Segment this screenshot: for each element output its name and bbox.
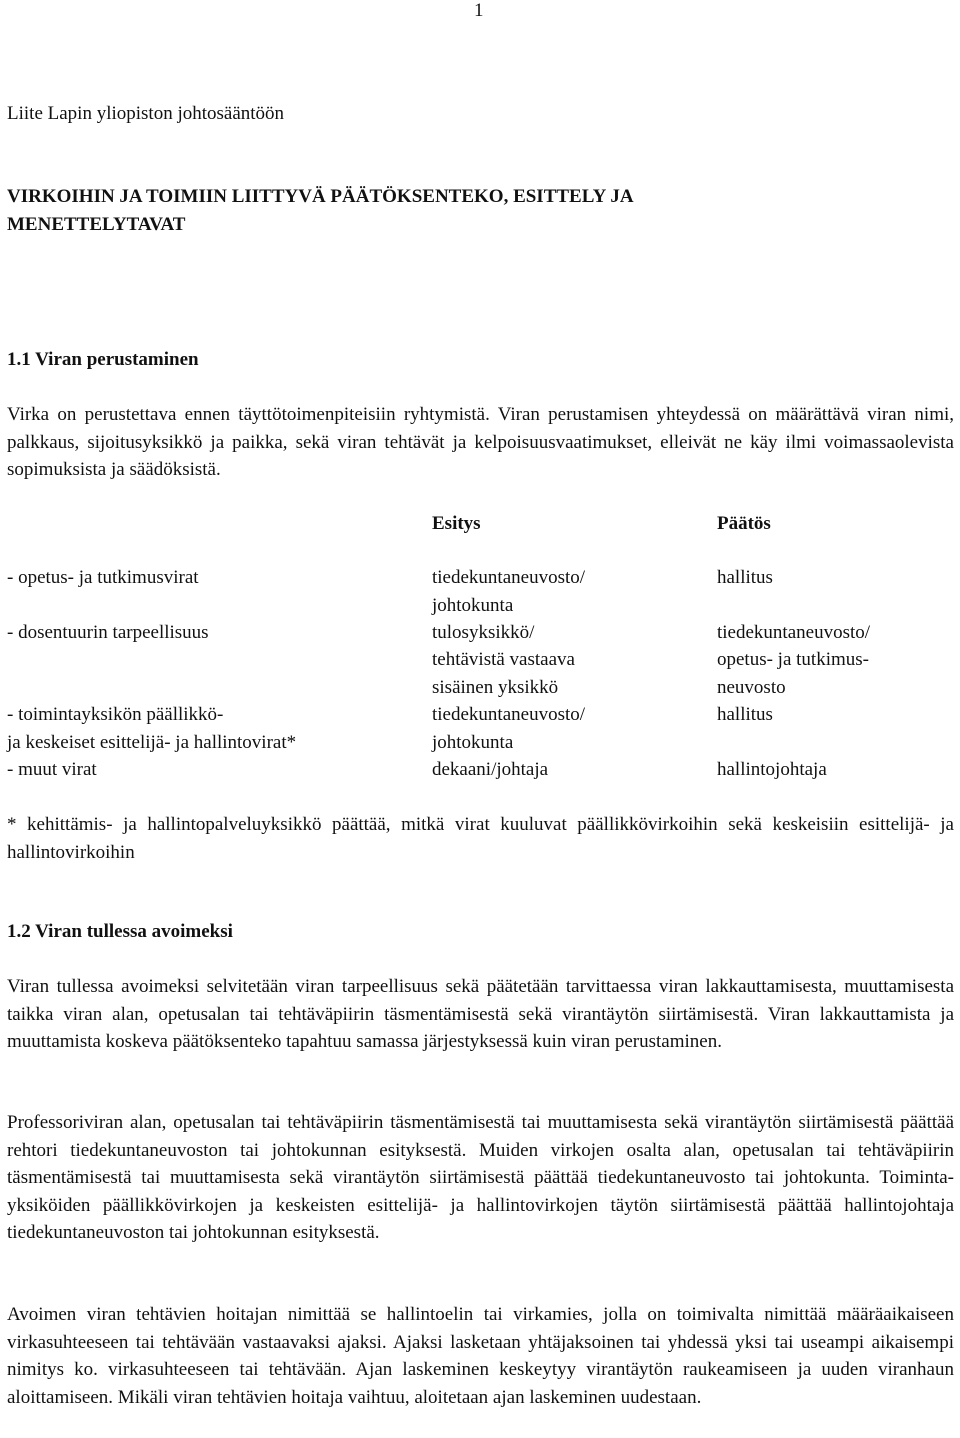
- table-cell-item: - opetus- ja tutkimusvirat: [7, 567, 199, 588]
- footnote: * kehittämis- ja hallintopalveluyksikkö päättää, mitkä virat kuuluvat päällikkövirkoihin sekä keskeisiin esittelijä- ja hallintovirkoihin: [7, 814, 954, 863]
- table-cell-paatos: neuvosto: [717, 677, 786, 698]
- title-line: VIRKOIHIN JA TOIMIIN LIITTYVÄ PÄÄTÖKSENTEKO, ESITTELY JA: [7, 186, 634, 207]
- document-title: [7, 183, 887, 238]
- paragraph: Viran tullessa avoimeksi selvitetään viran tarpeellisuus sekä päätetään tarvittaessa viran lakkauttamisesta, muuttamisesta taikka viran alan, opetusalan tai tehtäväpiirin täsmentämisestä sekä virantäytön siirtämisestä. Viran lakkauttamista ja muuttamista koskeva päätöksenteko tapahtuu samassa järjestyksessä kuin viran perustaminen.: [7, 976, 954, 1052]
- table-cell-esitys: dekaani/johtaja: [432, 759, 549, 780]
- table-cell-paatos: hallitus: [717, 567, 773, 588]
- table-cell-paatos: hallintojohtaja: [717, 759, 827, 780]
- table-cell-esitys: johtokunta: [432, 732, 514, 753]
- table-cell-esitys: tiedekuntaneuvosto/: [432, 567, 586, 588]
- section-heading: 1.2 Viran tullessa avoimeksi: [7, 921, 233, 942]
- paragraph: Professoriviran alan, opetusalan tai tehtäväpiirin täsmentämisestä tai muuttamisesta sekä virantäytön siirtämisestä päättää rehtori tiedekuntaneuvoston tai johtokunnan esityksestä. Muiden virkojen osalta alan, opetusalan tai tehtäväpiirin täsmentämisestä tai muuttamisesta sekä virantäytön siirtämisestä päättää tiedekuntaneuvosto tai johtokunta. Toiminta-yksiköiden päällikkövirkojen ja keskeisten esittelijä- ja hallintovirkojen täytön siirtämisestä päättää hallintojohtaja tiedekuntaneuvoston tai johtokunnan esityksestä.: [7, 1112, 954, 1243]
- table-cell-esitys: sisäinen yksikkö: [432, 677, 559, 698]
- page-number: 1: [474, 0, 484, 21]
- title-line: MENETTELYTAVAT: [7, 213, 186, 235]
- table-cell-paatos: opetus- ja tutkimus-: [717, 649, 869, 670]
- table-cell-esitys: tiedekuntaneuvosto/: [432, 704, 586, 725]
- section-heading: 1.1 Viran perustaminen: [7, 349, 199, 370]
- table-cell-item: ja keskeiset esittelijä- ja hallintovirat*: [7, 732, 297, 753]
- table-cell-item: - muut virat: [7, 759, 97, 780]
- table-cell-esitys: johtokunta: [432, 595, 514, 616]
- table-cell-item: - dosentuurin tarpeellisuus: [7, 622, 209, 643]
- column-header-paatos: Päätös: [717, 513, 771, 534]
- table-cell-esitys: tehtävistä vastaava: [432, 649, 575, 670]
- paragraph: Avoimen viran tehtävien hoitajan nimittää se hallintoelin tai virkamies, jolla on toimivalta nimittää määräaikaiseen virkasuhteeseen tai tehtävään vastaavaksi ajaksi. Ajaksi lasketaan yhtäjaksoinen tai yhdessä yksi tai useampi aikaisempi nimitys ko. virkasuhteeseen tai tehtävään. Ajan laskeminen keskeytyy virantäytön raukeamiseen ja uuden viranhaun aloittamiseen. Mikäli viran tehtävien hoitaja vaihtuu, aloitetaan ajan laskeminen uudestaan.: [7, 1304, 954, 1408]
- table-cell-paatos: tiedekuntaneuvosto/: [717, 622, 871, 643]
- document-header: Liite Lapin yliopiston johtosääntöön: [7, 103, 285, 124]
- table-cell-paatos: hallitus: [717, 704, 773, 725]
- table-cell-esitys: tulosyksikkö/: [432, 622, 535, 643]
- column-header-esitys: Esitys: [432, 513, 481, 534]
- paragraph: Virka on perustettava ennen täyttötoimenpiteisiin ryhtymistä. Viran perustamisen yhteydessä on määrättävä viran nimi, palkkaus, sijoitusyksikkö ja paikka, sekä viran tehtävät ja kelpoisuusvaatimukset, elleivät ne käy ilmi voimassaolevista sopimuksista ja säädöksistä.: [7, 404, 954, 480]
- table-cell-item: - toimintayksikön päällikkö-: [7, 704, 224, 725]
